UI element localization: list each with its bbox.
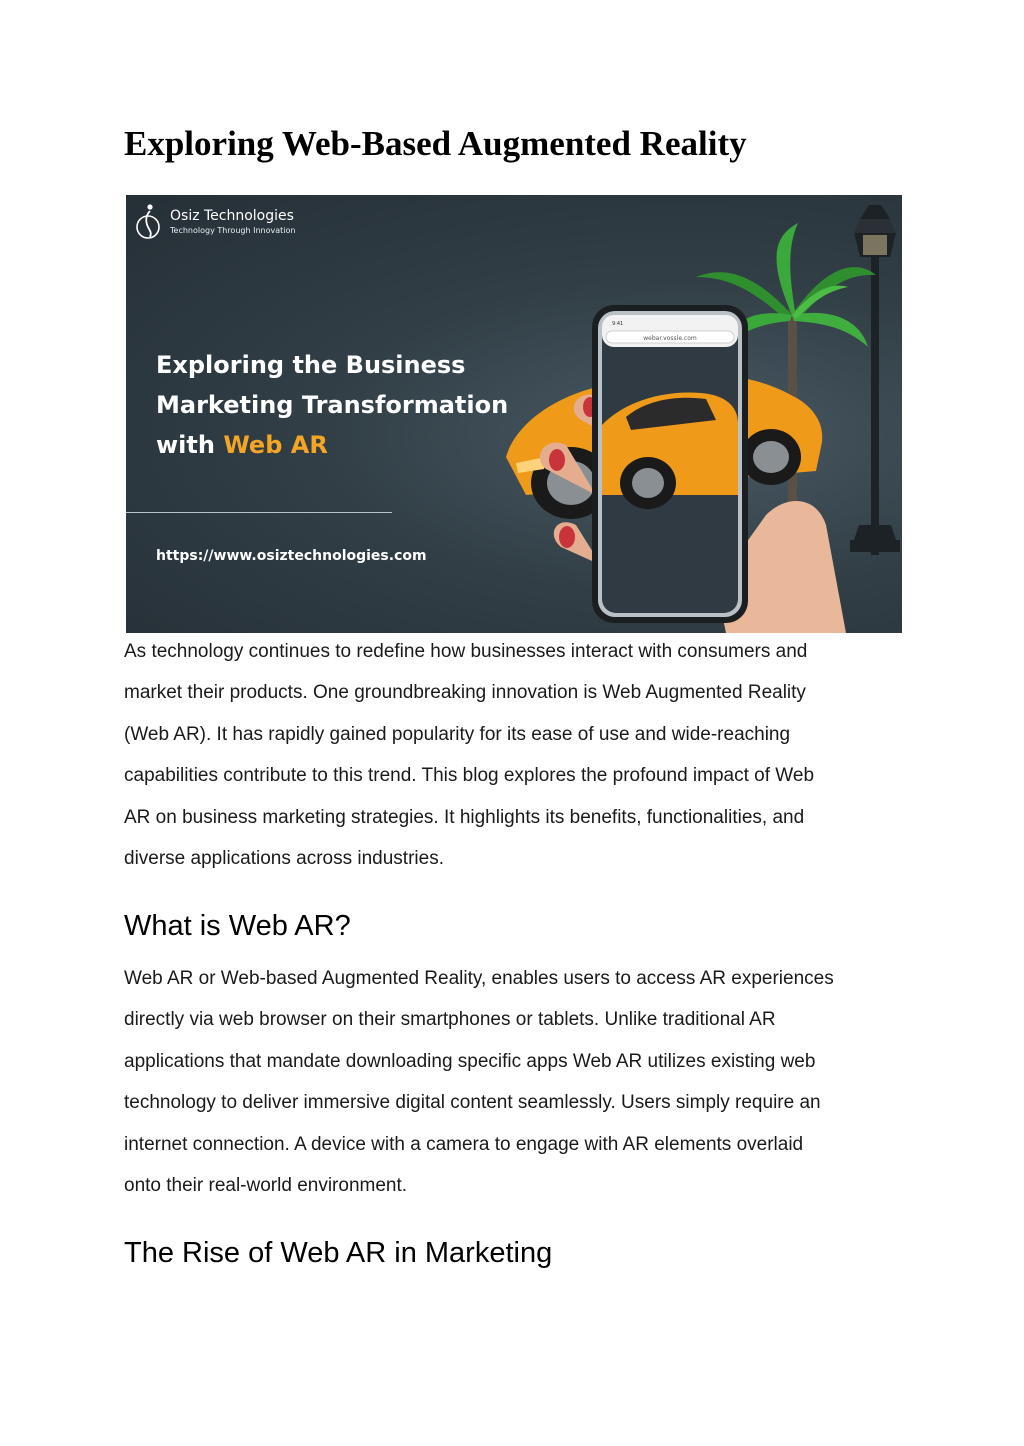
- banner-headline: [156, 345, 576, 465]
- paragraph-line: onto their real-world environment.: [124, 1175, 408, 1197]
- page-title: Exploring Web-Based Augmented Reality: [124, 124, 747, 163]
- paragraph-line: As technology continues to redefine how businesses interact with consumers and: [124, 641, 808, 662]
- banner-image: [126, 195, 902, 633]
- banner-headline-accent: Web AR: [223, 431, 328, 459]
- banner-divider: [126, 512, 392, 513]
- paragraph-line: (Web AR). It has rapidly gained popularity for its ease of use and wide-reaching: [124, 723, 791, 745]
- banner-headline-line: Marketing Transformation: [156, 391, 509, 419]
- paragraph-line: technology to deliver immersive digital content seamlessly. Users simply require an: [124, 1092, 821, 1114]
- phone-time-text: 9:41: [612, 321, 624, 327]
- intro-paragraph: [124, 631, 914, 879]
- paragraph-line: Web AR or Web-based Augmented Reality, enables users to access AR experiences: [124, 968, 834, 989]
- paragraph-line: applications that mandate downloading specific apps Web AR utilizes existing web: [124, 1050, 816, 1072]
- paragraph-line: directly via web browser on their smartphones or tablets. Unlike traditional AR: [124, 1009, 776, 1031]
- osiz-logo-icon: [134, 201, 164, 241]
- section-heading: What is Web AR?: [124, 910, 351, 942]
- section-heading: The Rise of Web AR in Marketing: [124, 1237, 553, 1269]
- logo-name: Osiz Technologies: [170, 207, 294, 224]
- paragraph-line: capabilities contribute to this trend. This blog explores the profound impact of Web: [124, 765, 815, 787]
- banner-url: https://www.osiztechnologies.com: [156, 548, 427, 564]
- paragraph-line: market their products. One groundbreaking innovation is Web Augmented Reality: [124, 682, 806, 704]
- paragraph-line: internet connection. A device with a camera to engage with AR elements overlaid: [124, 1133, 804, 1155]
- paragraph-line: diverse applications across industries.: [124, 848, 444, 870]
- phone-icon: [592, 305, 748, 623]
- phone-url-text: webar.vossle.com: [643, 335, 697, 342]
- logo-tagline: Technology Through Innovation: [170, 225, 296, 235]
- section-paragraph: [124, 958, 914, 1206]
- banner-headline-prefix: with: [156, 431, 224, 459]
- banner-headline-line: Exploring the Business: [156, 351, 466, 379]
- osiz-logo: [134, 201, 295, 241]
- paragraph-line: AR on business marketing strategies. It highlights its benefits, functionalities, and: [124, 806, 805, 828]
- banner-headline-line: [156, 425, 576, 465]
- street-lamp-icon: [850, 205, 900, 555]
